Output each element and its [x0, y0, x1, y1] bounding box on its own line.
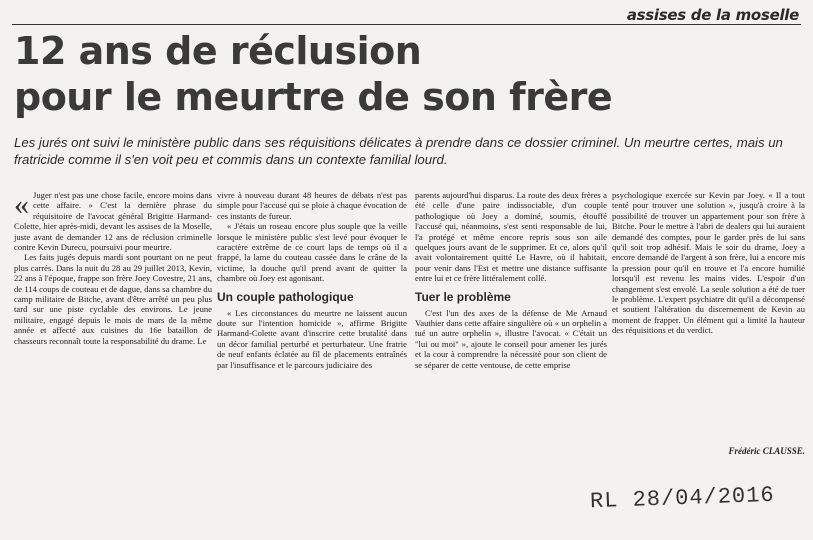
opening-guillemet: « [14, 188, 29, 221]
headline-line-1: 12 ans de réclusion [14, 29, 422, 73]
paragraph: vivre à nouveau durant 48 heures de débats n'est pas simple pour l'accusé qui se ploie à chaque évocation de ces instants de fureur. [217, 190, 407, 221]
paragraph: C'est l'un des axes de la défense de Me Arnaud Vauthier dans cette affaire singulière où « un orphelin a tué un autre orphelin », illustre l'avocat. « C'était un "lui ou moi" », ajoute le conseil pour amener les jurés et la cour à comprendre la nécessité pour son client de se séparer de cette ventouse, de cette emprise [415, 307, 607, 370]
paragraph: psychologique exercée sur Kevin par Joey. « Il a tout tenté pour trouver une solution », jusqu'à croire à la possibilité de trouver un appartement pour son frère à Bitche. Pour le mettre à l'abri de dealers qui lui auraient demandé des comptes, pour le garder près de lui sans qu'il soit trop adhésif. Mais le soir du drame, Joey a encore demandé de l'argent à son frère, lui a encore mis la pression pour qu'il en trouve et l'a encore humilié lorsqu'il est revenu les mains vides. L'espoir d'un changement s'est envolé. La seule solution a été de tuer le problème. L'expert psychiatre dit qu'il a décompensé et soutient l'altération du discernement de Kevin au moment de frapper. Un élément qui a limité la hauteur des réquisitions et du verdict. [612, 190, 805, 336]
author-byline: Frédéric CLAUSSE. [728, 446, 805, 456]
article-standfirst: Les jurés ont suivi le ministère public dans ses réquisitions délicates à prendre dans ce dossier criminel. Un meurtre certes, mais un fratricide comme il s'en voit peu et commis dans un contexte familial lourd. [14, 135, 783, 167]
column-1 [14, 190, 212, 346]
column-3 [415, 190, 607, 370]
subheading: Un couple pathologique [217, 289, 354, 304]
article-headline [14, 28, 612, 120]
column-2 [217, 190, 407, 370]
subheading: Tuer le problème [415, 289, 511, 304]
handwritten-date-stamp: RL 28/04/2016 [589, 482, 776, 515]
paragraph: « Les circonstances du meurtre ne laissent aucun doute sur l'intention homicide », affirme Brigitte Harmand-Colette avant d'inscrire cette brutalité dans un décor familial perturbé et perturbateur. Une fratrie de neuf enfants éclatée au fil de placements entraînés par l'insuffisance et le parcours judiciaire des [217, 307, 407, 370]
paragraph: Juger n'est pas une chose facile, encore moins dans cette affaire. » C'est la dernière phrase du réquisitoire de l'avocat général Brigitte Harmand-Colette, hier après-midi, devant les assises de la Moselle, juste avant de demander 12 ans de réclusion criminelle contre Kevin Durecu, poursuivi pour meurtre. [14, 190, 212, 253]
column-4 [612, 190, 805, 336]
section-rubric: assises de la moselle [626, 6, 799, 24]
headline-line-2: pour le meurtre de son frère [14, 75, 613, 119]
paragraph: « J'étais un roseau encore plus souple que la veille lorsque le ministère public s'est levé pour évoquer le caractère extrême de ce court laps de temps où il a frappé, la lame du couteau cassée dans le crâne de la victime, la douche qu'il prend avant de quitter la chambre où Joey est agonisant. [217, 221, 407, 284]
paragraph: Les faits jugés depuis mardi sont pourtant on ne peut plus carrés. Dans la nuit du 28 au 29 juillet 2013, Kevin, 22 ans à l'époque, frappe son frère Joey Covestre, 21 ans, de 114 coups de couteau et de dague, dans sa chambre du camp militaire de Bitche, avant d'être arrêté un peu plus tard sur une piste cyclable des environs. Le jeune militaire, engagé depuis le mois de mars de la même année et affecté aux cuisines du 16e bataillon de chasseurs reconnaît toute la responsabilité du drame. Le [14, 252, 212, 346]
rubric-divider [12, 24, 801, 25]
paragraph: parents aujourd'hui disparus. La route des deux frères a été celle d'une paire indissociable, d'un couple pathologique où Joey a dominé, soumis, étouffé l'accusé qui, néanmoins, s'est senti responsable de lui, l'a protégé et même encore repris sous son aile quelques jours avant de le supprimer. Et ce, alors qu'il avait volontairement quitté Le Havre, où il habitait, pour venir dans l'Est et mettre une distance suffisante entre lui et ce frère littéralement collé. [415, 190, 607, 284]
